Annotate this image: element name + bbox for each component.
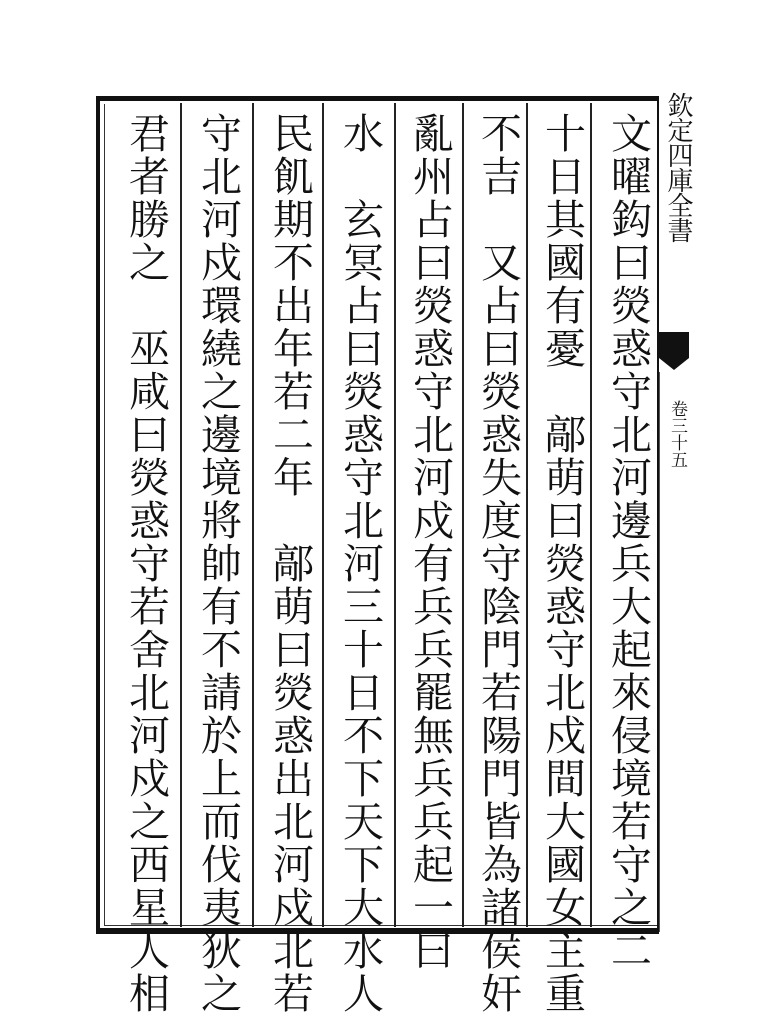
page-label: 卷三十五 — [667, 400, 687, 468]
text-column-8: 君者勝之 巫咸曰熒惑守若舍北河戍之西星人相 — [122, 112, 170, 1015]
text-column-5: 水 玄冥占曰熒惑守北河三十日不下天下大水人 — [336, 112, 384, 1015]
fishtail-mark-icon — [659, 332, 689, 370]
column-rule — [180, 103, 182, 927]
text-column-4: 亂州占曰熒惑守北河戍有兵兵罷無兵兵起一曰 — [406, 112, 454, 972]
text-column-7: 守北河戍環繞之邊境將帥有不請於上而伐夷狄之 — [194, 112, 242, 1015]
column-rule — [322, 103, 324, 927]
text-column-3: 不吉 又占曰熒惑失度守陰門若陽門皆為諸侯奸 — [474, 112, 522, 1015]
column-rule — [590, 103, 592, 927]
column-rule — [462, 103, 464, 927]
column-rule — [394, 103, 396, 927]
column-rule — [526, 103, 528, 927]
text-column-6: 民飢期不出年若二年 鄗萌曰熒惑出北河戍北若 — [266, 112, 314, 1015]
book-title: 欽定四庫全書 — [663, 92, 693, 242]
margin-rule — [659, 372, 660, 932]
text-column-1: 文曜鈎曰熒惑守北河邊兵大起來侵境若守之二 — [604, 112, 652, 972]
text-column-2: 十日其國有憂 鄗萌曰熒惑守北戍間大國女主重 — [538, 112, 586, 1015]
column-rule — [252, 103, 254, 927]
